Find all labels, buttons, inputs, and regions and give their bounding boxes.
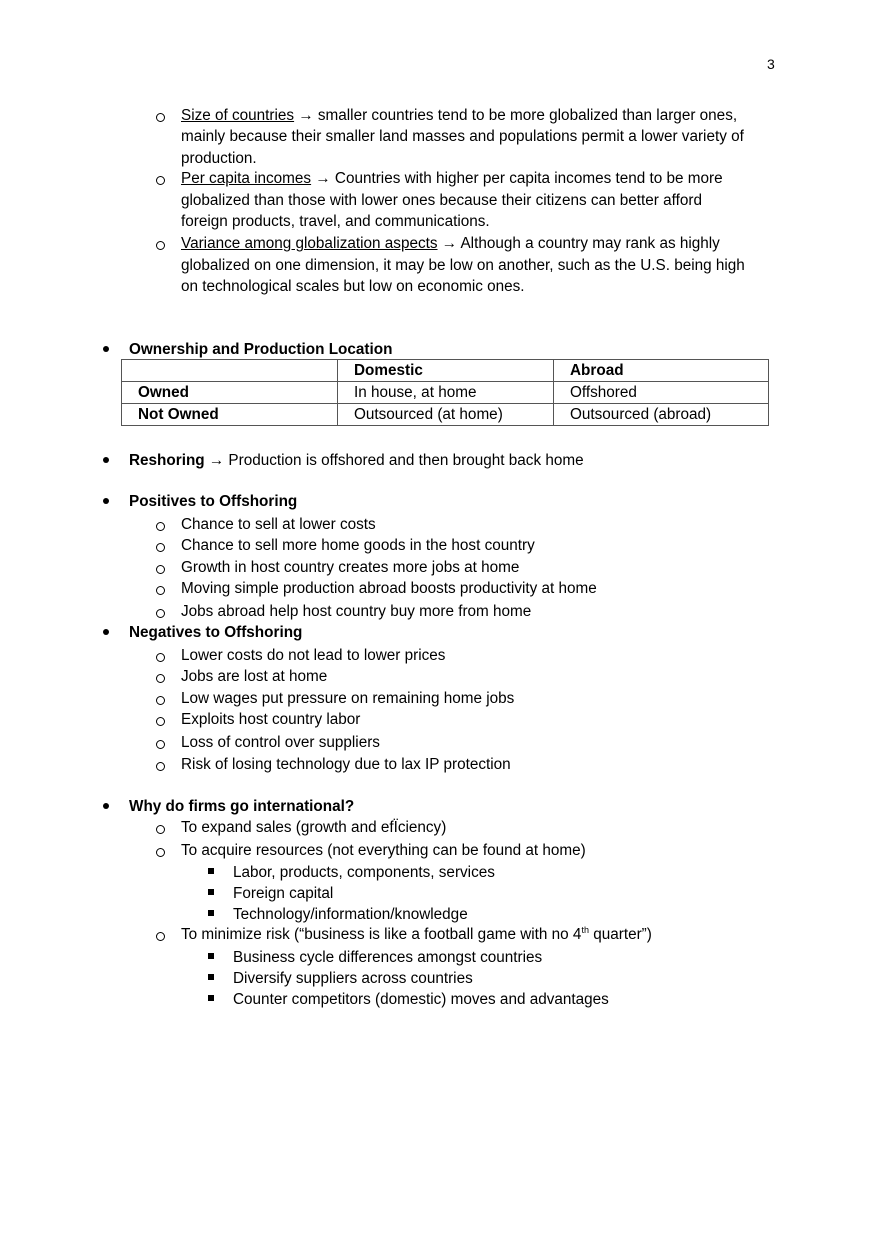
table-header-cell: Abroad (554, 360, 769, 382)
arrow-right-icon: → (208, 452, 225, 469)
circle-bullet-icon (156, 609, 165, 618)
list-item: To expand sales (growth and efÏciency) (181, 819, 447, 836)
circle-bullet-icon (156, 543, 165, 552)
bullet-icon (103, 346, 109, 352)
square-bullet-icon (208, 889, 214, 895)
negatives-heading: Negatives to Offshoring (129, 624, 303, 641)
positives-heading: Positives to Offshoring (129, 493, 298, 510)
list-item: Moving simple production abroad boosts productivity at home (181, 580, 597, 597)
table-cell: Outsourced (abroad) (554, 404, 769, 426)
list-item: Exploits host country labor (181, 711, 361, 728)
list-item: Growth in host country creates more jobs at home (181, 559, 520, 576)
circle-bullet-icon (156, 565, 165, 574)
list-item: Lower costs do not lead to lower prices (181, 647, 446, 664)
list-item: Labor, products, components, services (233, 864, 495, 881)
factor-line: globalized than those with lower ones because their citizens can better afford (181, 192, 702, 209)
factor-term: Size of countries (181, 107, 295, 124)
ownership-table (121, 359, 769, 426)
circle-bullet-icon (156, 696, 165, 705)
table-cell: Offshored (554, 382, 769, 404)
arrow-right-icon: → (298, 107, 314, 124)
circle-bullet-icon (156, 113, 165, 122)
bullet-icon (103, 629, 109, 635)
circle-bullet-icon (156, 586, 165, 595)
circle-bullet-icon (156, 848, 165, 857)
circle-bullet-icon (156, 653, 165, 662)
factor-line: globalized on one dimension, it may be low on another, such as the U.S. being high (181, 257, 745, 274)
list-item: To minimize risk (“business is like a football game with no 4th quarter”) (181, 925, 652, 943)
list-item: Loss of control over suppliers (181, 734, 380, 751)
factor-line: foreign products, travel, and communications. (181, 213, 490, 230)
square-bullet-icon (208, 910, 214, 916)
factor-line: on technological scales but low on economic ones. (181, 278, 525, 295)
factor-term: Per capita incomes (181, 170, 312, 187)
list-item: Chance to sell more home goods in the host country (181, 537, 535, 554)
bullet-icon (103, 498, 109, 504)
table-cell: In house, at home (338, 382, 554, 404)
bullet-icon (103, 457, 109, 463)
table-row (122, 404, 769, 426)
factor-term: Variance among globalization aspects (181, 235, 438, 252)
square-bullet-icon (208, 953, 214, 959)
bullet-icon (103, 803, 109, 809)
circle-bullet-icon (156, 762, 165, 771)
circle-bullet-icon (156, 740, 165, 749)
arrow-right-icon: → (441, 235, 458, 252)
list-item: Diversify suppliers across countries (233, 970, 473, 987)
list-item: Jobs are lost at home (181, 668, 328, 685)
list-item: Risk of losing technology due to lax IP protection (181, 756, 511, 773)
list-item: Jobs abroad help host country buy more from home (181, 603, 532, 620)
why-international-heading: Why do firms go international? (129, 798, 355, 815)
table-cell: Outsourced (at home) (338, 404, 554, 426)
list-item: Foreign capital (233, 885, 334, 902)
circle-bullet-icon (156, 522, 165, 531)
reshoring-line: Reshoring → Production is offshored and then brought back home (129, 452, 584, 469)
page-number: 3 (767, 56, 775, 72)
factor-line: Size of countries → smaller countries tend to be more globalized than larger ones, (181, 107, 738, 124)
circle-bullet-icon (156, 717, 165, 726)
factor-line: mainly because their smaller land masses and populations permit a lower variety of (181, 128, 744, 145)
factor-line: Per capita incomes → Countries with higher per capita incomes tend to be more (181, 170, 723, 187)
square-bullet-icon (208, 868, 214, 874)
circle-bullet-icon (156, 176, 165, 185)
list-item: Counter competitors (domestic) moves and advantages (233, 991, 609, 1008)
square-bullet-icon (208, 995, 214, 1001)
circle-bullet-icon (156, 674, 165, 683)
table-row (122, 382, 769, 404)
list-item: To acquire resources (not everything can be found at home) (181, 842, 586, 859)
list-item: Technology/information/knowledge (233, 906, 468, 923)
list-item: Chance to sell at lower costs (181, 516, 376, 533)
circle-bullet-icon (156, 932, 165, 941)
circle-bullet-icon (156, 241, 165, 250)
arrow-right-icon: → (315, 170, 331, 187)
table-header-cell: Domestic (338, 360, 554, 382)
table-row-label: Not Owned (122, 404, 338, 426)
ownership-heading: Ownership and Production Location (129, 341, 393, 358)
table-header-row (122, 360, 769, 382)
list-item: Low wages put pressure on remaining home jobs (181, 690, 515, 707)
circle-bullet-icon (156, 825, 165, 834)
factor-line: Variance among globalization aspects → Although a country may rank as highly (181, 235, 720, 252)
table-header-cell (122, 360, 338, 382)
square-bullet-icon (208, 974, 214, 980)
factor-line: production. (181, 150, 257, 167)
reshoring-term: Reshoring (129, 452, 205, 469)
list-item: Business cycle differences amongst countries (233, 949, 543, 966)
table-row-label: Owned (122, 382, 338, 404)
